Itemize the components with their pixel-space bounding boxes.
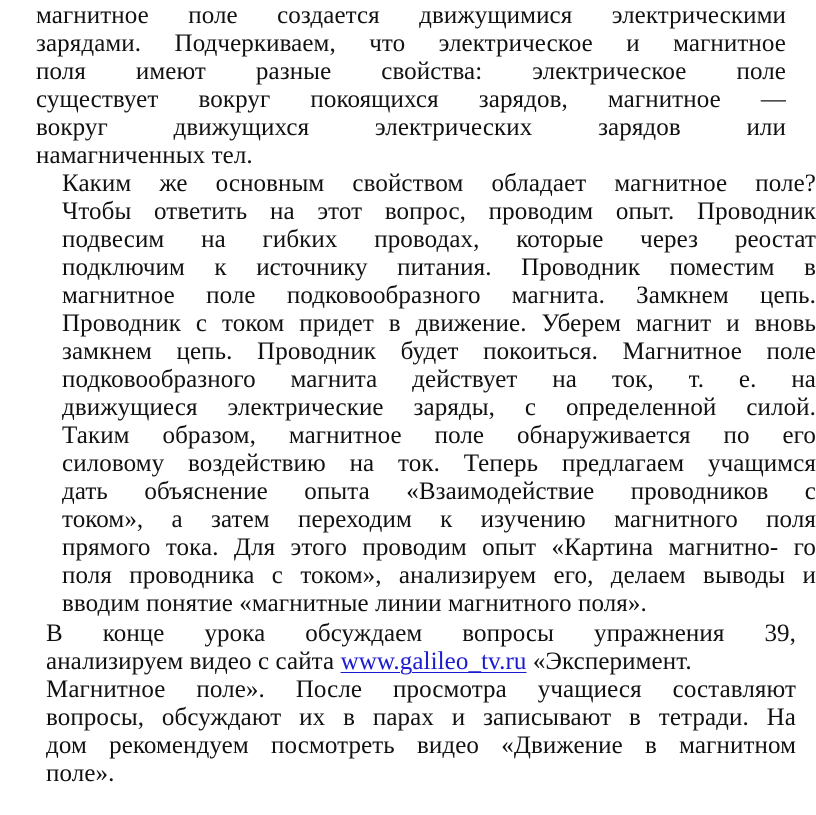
paragraph-1-line: вокруг движущихся электрических зарядов или [36, 114, 786, 141]
paragraph-2-line: магнитное поле подковообразного магнита. Замкнем цепь. [62, 282, 816, 309]
paragraph-2-line: подключим к источнику питания. Проводник поместим в [62, 254, 816, 281]
paragraph-2-line: силовому воздействию на ток. Теперь предлагаем учащимся [62, 450, 816, 477]
paragraph-2-line: замкнем цепь. Проводник будет покоиться. Магнитное поле [62, 338, 816, 365]
paragraph-2-line: Таким образом, магнитное поле обнаруживается по его [62, 422, 816, 449]
paragraph-2-line: Проводник с током придет в движение. Уберем магнит и вновь [62, 310, 816, 337]
paragraph-3-link-line [46, 648, 692, 676]
link-line-suffix: «Эксперимент. [526, 648, 692, 675]
paragraph-2-line: поля проводника с током», анализируем его, делаем выводы и [62, 562, 816, 589]
paragraph-2-line: подвесим на гибких проводах, которые через реостат [62, 226, 816, 253]
paragraph-1-line: поля имеют разные свойства: электрическое поле [36, 58, 786, 85]
paragraph-3-line: поле». [46, 760, 115, 787]
paragraph-1-line: магнитное поле создается движущимися электрическими [36, 2, 786, 29]
paragraph-2-line: Каким же основным свойством обладает магнитное поле? [62, 170, 816, 197]
paragraph-2-line: движущиеся электрические заряды, с определенной силой. [62, 394, 816, 421]
paragraph-3-line: дом рекомендуем посмотреть видео «Движение в магнитном [46, 732, 796, 759]
paragraph-1-line: зарядами. Подчеркиваем, что электрическое и магнитное [36, 30, 786, 57]
paragraph-2-line: подковообразного магнита действует на ток, т. е. на [62, 366, 816, 393]
paragraph-2-line: прямого тока. Для этого проводим опыт «Картина магнитно- го [62, 534, 816, 561]
link-line-prefix: анализируем видео с сайта [46, 648, 341, 675]
paragraph-2-line: Чтобы ответить на этот вопрос, проводим опыт. Проводник [62, 198, 816, 225]
paragraph-2-line: вводим понятие «магнитные линии магнитного поля». [62, 590, 647, 617]
paragraph-1-line: существует вокруг покоящихся зарядов, магнитное — [36, 86, 786, 113]
paragraph-3-line: В конце урока обсуждаем вопросы упражнения 39, [46, 620, 796, 647]
paragraph-2-line: дать объяснение опыта «Взаимодействие проводников с [62, 478, 816, 505]
paragraph-1-line: намагниченных тел. [36, 142, 253, 169]
paragraph-2-line: током», а затем переходим к изучению магнитного поля [62, 506, 816, 533]
galileo-tv-link[interactable]: www.galileo_tv.ru [340, 648, 527, 675]
paragraph-3-line: вопросы, обсуждают их в парах и записывают в тетради. На [46, 704, 796, 731]
paragraph-3-line: Магнитное поле». После просмотра учащиеся составляют [46, 676, 796, 703]
